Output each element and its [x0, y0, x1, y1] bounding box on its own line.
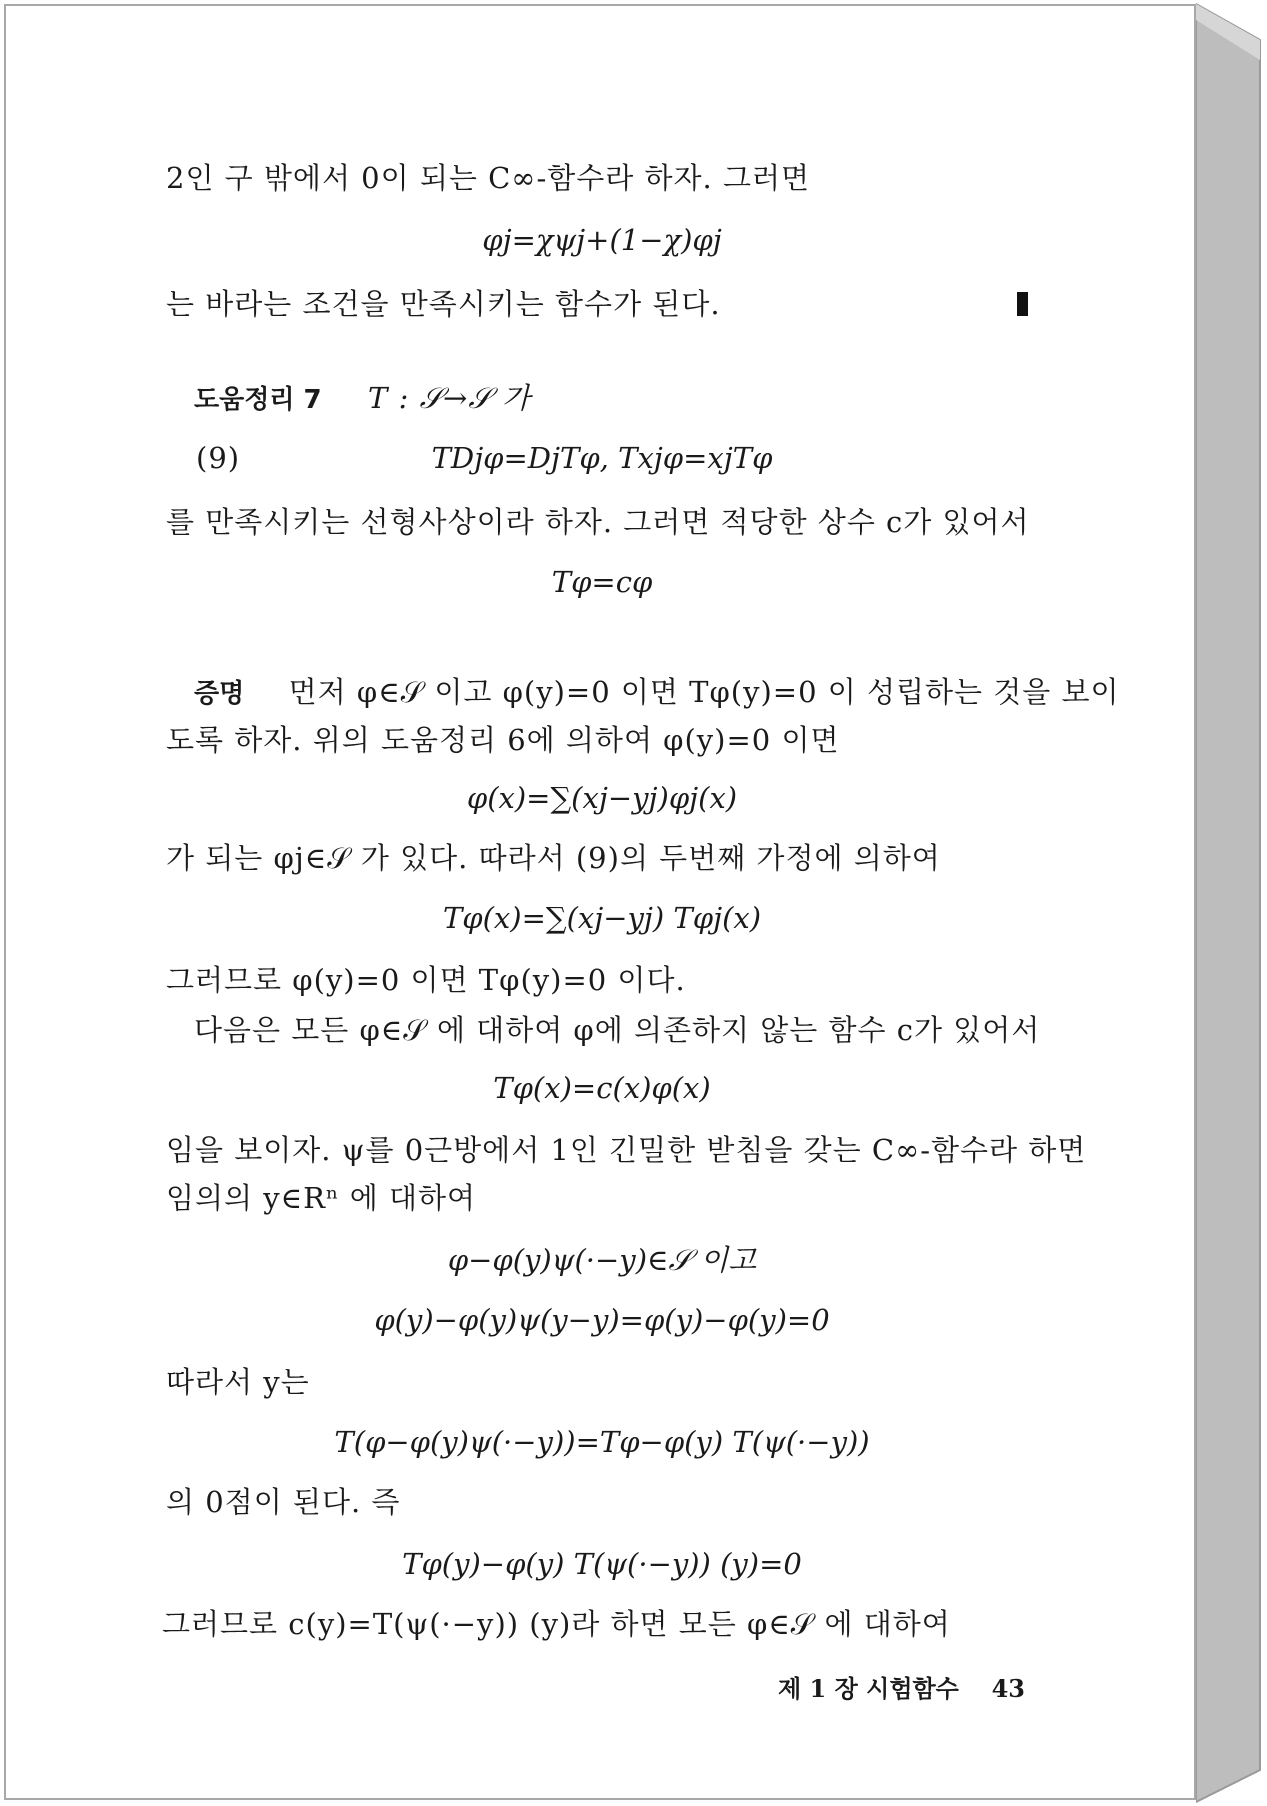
equation-4: φ(x)=∑(xj−yj)φj(x): [466, 781, 738, 815]
running-footer: [778, 1674, 1025, 1704]
text-line-11: 따라서 y는: [166, 1365, 310, 1399]
chapter-title: 제 1 장 시험함수: [778, 1674, 959, 1703]
lemma-label: 도움정리 7: [194, 385, 322, 415]
equation-2: TDjφ=DjTφ, Txjφ=xjTφ: [431, 441, 773, 475]
text-line-1: 2인 구 밖에서 0이 되는 C∞-함수라 하자. 그러면: [166, 161, 811, 195]
equation-5: Tφ(x)=∑(xj−yj) Tφj(x): [442, 901, 762, 935]
text-line-6: 가 되는 φj∈𝒮 가 있다. 따라서 (9)의 두번째 가정에 의하여: [166, 841, 941, 875]
equation-tag: (9): [196, 441, 241, 475]
text-line-3: 를 만족시키는 선형사상이라 하자. 그러면 적당한 상수 c가 있어서: [166, 505, 1030, 539]
equation-8: φ(y)−φ(y)ψ(y−y)=φ(y)−φ(y)=0: [374, 1303, 830, 1337]
text-line-7: 그러므로 φ(y)=0 이면 Tφ(y)=0 이다.: [166, 963, 686, 997]
equation-9: T(φ−φ(y)ψ(·−y))=Tφ−φ(y) T(ψ(·−y)): [334, 1425, 870, 1459]
proof-label: 증명: [194, 679, 245, 709]
text-line-13: 그러므로 c(y)=T(ψ(·−y)) (y)라 하면 모든 φ∈𝒮 에 대하여: [162, 1607, 951, 1641]
text-line-8: 다음은 모든 φ∈𝒮 에 대하여 φ에 의존하지 않는 함수 c가 있어서: [194, 1013, 1041, 1047]
lemma-heading: [194, 380, 531, 418]
text-line-5: 도록 하자. 위의 도움정리 6에 의하여 φ(y)=0 이면: [166, 723, 840, 757]
book-spine: [1196, 0, 1264, 1806]
page-number: 43: [991, 1674, 1025, 1703]
equation-6: Tφ(x)=c(x)φ(x): [493, 1071, 711, 1105]
equation-10: Tφ(y)−φ(y) T(ψ(·−y)) (y)=0: [402, 1547, 802, 1581]
text-line-4: 먼저 φ∈𝒮 이고 φ(y)=0 이면 Tφ(y)=0 이 성립하는 것을 보이: [288, 675, 1120, 709]
equation-7: φ−φ(y)ψ(·−y)∈𝒮 이고: [447, 1243, 757, 1277]
book-page: [4, 4, 1196, 1800]
text-line-12: 의 0점이 된다. 즉: [166, 1485, 401, 1519]
equation-3: Tφ=cφ: [551, 565, 653, 599]
text-line-2: 는 바라는 조건을 만족시키는 함수가 된다.: [166, 287, 721, 321]
equation-1: φj=χψj+(1−χ)φj: [482, 223, 722, 257]
proof-line: [194, 674, 1120, 712]
lemma-statement: T : 𝒮→𝒮 가: [368, 381, 532, 415]
text-line-9: 임을 보이자. ψ를 0근방에서 1인 긴밀한 받침을 갖는 C∞-함수라 하면: [166, 1133, 1087, 1167]
text-line-10: 임의의 y∈Rⁿ 에 대하여: [166, 1181, 476, 1215]
qed-mark: [1017, 292, 1028, 316]
